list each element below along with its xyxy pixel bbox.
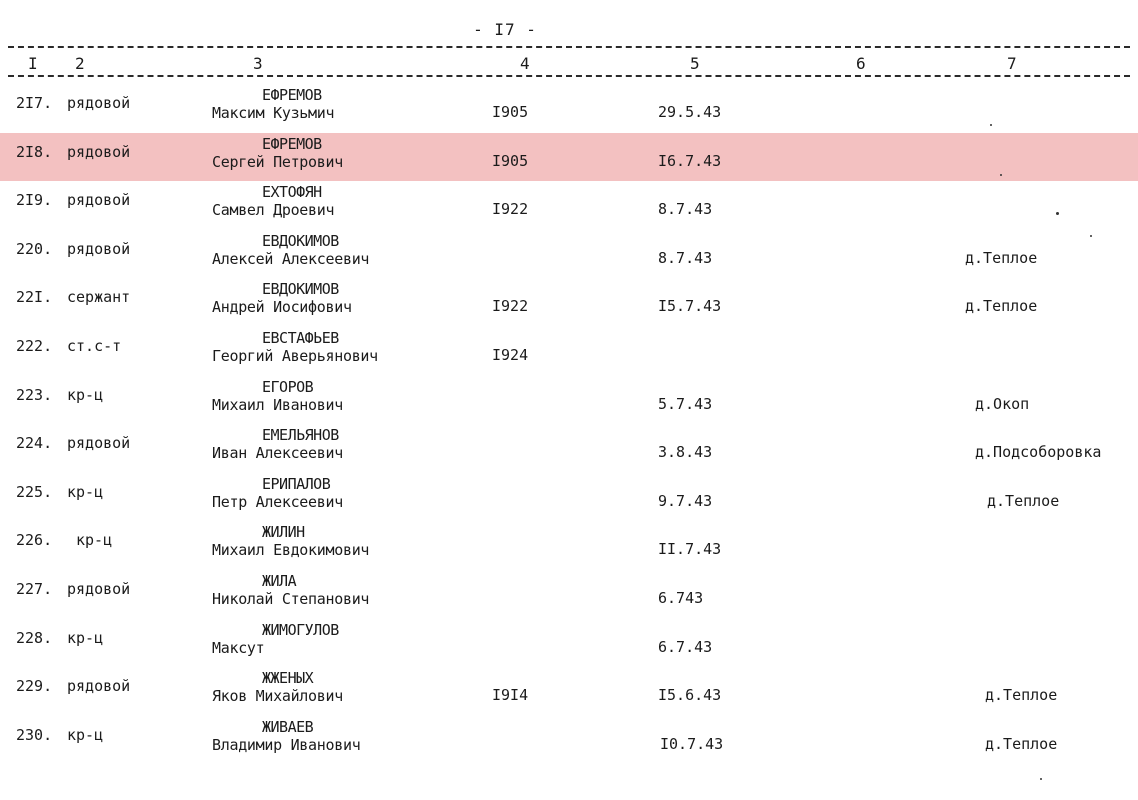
given-name-patronymic: Максут [212, 638, 265, 657]
given-name-patronymic: Георгий Аверьянович [212, 347, 378, 365]
scan-speck [990, 124, 992, 126]
rank: кр-ц [67, 628, 104, 647]
table-row [0, 667, 1138, 715]
row-number: 2I9. [16, 191, 53, 210]
rank: рядовой [67, 239, 131, 258]
table-row [0, 424, 1138, 472]
birth-year: I924 [492, 346, 529, 364]
surname: ЖИМОГУЛОВ [262, 620, 339, 639]
surname: ЖЖЕНЫХ [262, 669, 314, 688]
table-row [0, 376, 1138, 424]
place: д.Теплое [985, 734, 1058, 753]
place: д.Теплое [987, 491, 1060, 510]
column-number-3: 3 [253, 54, 263, 73]
table-row [0, 327, 1138, 375]
rank: ст.с-т [67, 337, 122, 355]
birth-year: I922 [492, 200, 529, 219]
row-number: 228. [16, 628, 53, 647]
surname: ЕХТОФЯН [262, 183, 322, 202]
birth-year: I905 [492, 151, 529, 170]
surname: ЕВДОКИМОВ [262, 280, 339, 299]
rank: кр-ц [67, 385, 104, 404]
surname: ЕВСТАФЬЕВ [262, 329, 339, 347]
date: 3.8.43 [658, 443, 713, 462]
given-name-patronymic: Максим Кузьмич [212, 104, 335, 122]
rank: кр-ц [76, 531, 113, 550]
surname: ЖИЛА [262, 572, 297, 590]
rank: рядовой [67, 434, 131, 453]
surname: ЕФРЕМОВ [262, 134, 322, 153]
rank: сержант [67, 288, 131, 307]
row-number: 2I8. [16, 142, 53, 161]
scan-speck [1040, 778, 1042, 780]
rank: рядовой [67, 94, 131, 112]
column-number-4: 4 [520, 54, 530, 73]
date: 5.7.43 [658, 394, 713, 413]
row-number: 22I. [16, 288, 53, 307]
row-number: 2I7. [16, 94, 53, 112]
date: 6.7.43 [658, 637, 713, 656]
rank: рядовой [67, 580, 131, 598]
date: 6.743 [658, 589, 704, 607]
date: 29.5.43 [658, 103, 722, 121]
table-row [0, 521, 1138, 569]
rank: рядовой [67, 191, 131, 210]
given-name-patronymic: Самвел Дроевич [212, 201, 335, 220]
date: 9.7.43 [658, 491, 713, 510]
row-number: 225. [16, 482, 53, 501]
surname: ЖИЛИН [262, 523, 305, 542]
table-row [0, 619, 1138, 667]
date: II.7.43 [658, 540, 722, 559]
date: 8.7.43 [658, 200, 713, 219]
table-row [0, 181, 1138, 229]
header-rule-top [8, 46, 1130, 48]
rank: рядовой [67, 142, 131, 161]
column-number-1: I [28, 54, 38, 73]
scan-speck [1090, 235, 1092, 237]
row-number: 220. [16, 239, 53, 258]
given-name-patronymic: Николай Степанович [212, 590, 370, 608]
row-number: 229. [16, 677, 53, 696]
given-name-patronymic: Михаил Иванович [212, 395, 343, 414]
column-number-6: 6 [856, 54, 866, 73]
birth-year: I905 [492, 103, 529, 121]
place: д.Окоп [975, 394, 1030, 413]
rank: рядовой [67, 677, 131, 696]
table-row [0, 230, 1138, 278]
row-number: 224. [16, 434, 53, 453]
row-number: 226. [16, 531, 53, 550]
date: I5.6.43 [658, 686, 722, 705]
table-row [0, 473, 1138, 521]
given-name-patronymic: Яков Михайлович [212, 687, 343, 706]
birth-year: I922 [492, 297, 529, 316]
column-number-2: 2 [75, 54, 85, 73]
header-rule-bottom [8, 75, 1130, 77]
place: д.Теплое [965, 248, 1038, 267]
date: 8.7.43 [658, 248, 713, 267]
surname: ЕВДОКИМОВ [262, 231, 339, 250]
rank: кр-ц [67, 482, 104, 501]
row-number: 223. [16, 385, 53, 404]
date: I0.7.43 [660, 734, 724, 753]
given-name-patronymic: Сергей Петрович [212, 152, 343, 171]
table-row [0, 570, 1138, 618]
page-number: - I7 - [473, 20, 537, 39]
surname: ЖИВАЕВ [262, 717, 314, 736]
date: I6.7.43 [658, 151, 722, 170]
date: I5.7.43 [658, 297, 722, 316]
surname: ЕФРЕМОВ [262, 86, 322, 104]
table-row [0, 716, 1138, 764]
column-number-7: 7 [1007, 54, 1017, 73]
table-row [0, 278, 1138, 326]
place: д.Подсоборовка [975, 443, 1102, 462]
column-number-5: 5 [690, 54, 700, 73]
given-name-patronymic: Иван Алексеевич [212, 444, 343, 463]
given-name-patronymic: Владимир Иванович [212, 735, 361, 754]
rank: кр-ц [67, 725, 104, 744]
row-number: 230. [16, 725, 53, 744]
row-number: 227. [16, 580, 53, 598]
given-name-patronymic: Андрей Иосифович [212, 298, 352, 317]
birth-year: I9I4 [492, 686, 529, 705]
surname: ЕМЕЛЬЯНОВ [262, 426, 339, 445]
scan-speck [1000, 174, 1002, 176]
place: д.Теплое [965, 297, 1038, 316]
given-name-patronymic: Петр Алексеевич [212, 492, 343, 511]
row-number: 222. [16, 337, 53, 355]
place: д.Теплое [985, 686, 1058, 705]
surname: ЕРИПАЛОВ [262, 474, 331, 493]
table-row [0, 84, 1138, 132]
scan-speck [1056, 212, 1059, 215]
table-row-highlighted [0, 133, 1138, 181]
given-name-patronymic: Михаил Евдокимович [212, 541, 370, 560]
surname: ЕГОРОВ [262, 377, 314, 396]
given-name-patronymic: Алексей Алексеевич [212, 249, 370, 268]
